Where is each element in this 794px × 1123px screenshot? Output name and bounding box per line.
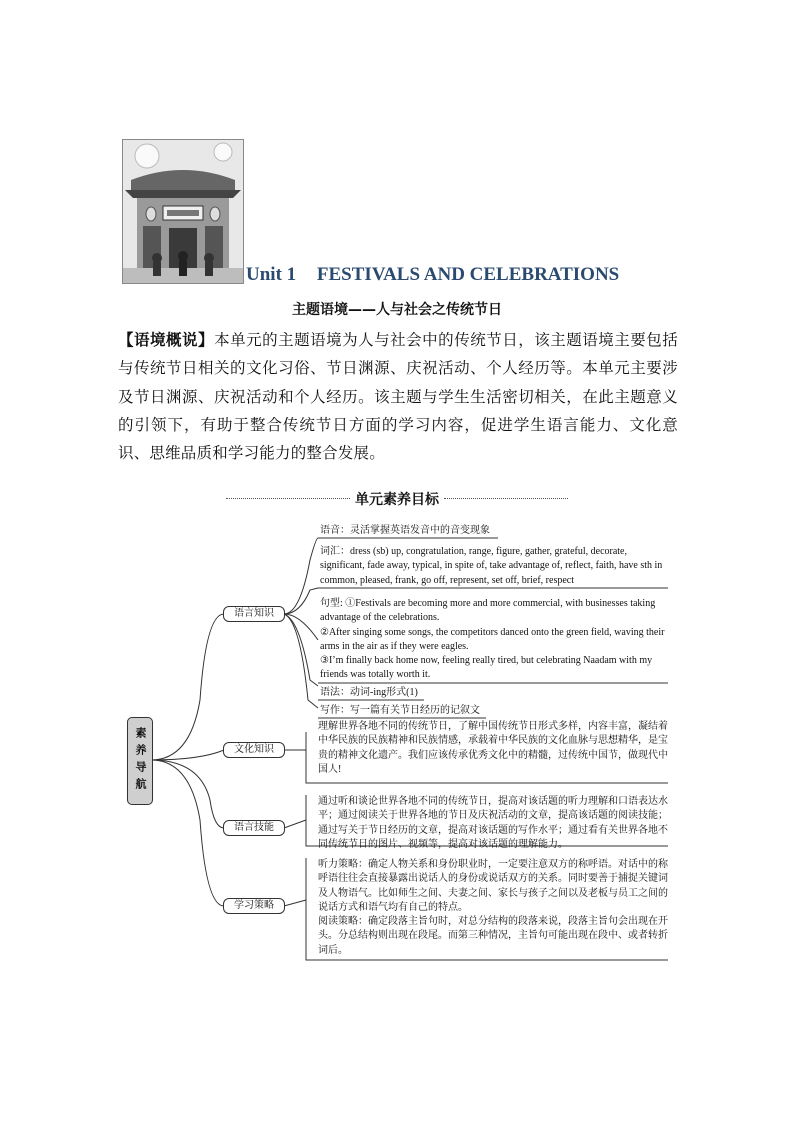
branch-culture-knowledge: 文化知识 bbox=[223, 742, 285, 758]
goals-title: 单元素养目标 bbox=[351, 492, 443, 508]
branch-learning-strategies: 学习策略 bbox=[223, 898, 285, 914]
unit-code: Unit 1 bbox=[246, 264, 297, 285]
overview-text: 本单元的主题语境为人与社会中的传统节日，该主题语境主要包括与传统节日相关的文化习俗、节日渊源、庆祝活动、个人经历等。本单元主要涉及节日渊源、庆祝活动和个人经历。该主题与学生生活密切相关，在此主题意义的引领下，有助于整合传统节日方面的学习内容，促进学生语言能力、文化意识、思维品质和学习能力的整合发展。 bbox=[118, 331, 678, 463]
unit-cover-illustration bbox=[122, 139, 244, 284]
unit-name: FESTIVALS AND CELEBRATIONS bbox=[316, 264, 620, 285]
item-writing: 写作：写一篇有关节日经历的记叙文 bbox=[320, 705, 480, 716]
item-pronunciation: 语音：灵活掌握英语发音中的音变现象 bbox=[320, 525, 490, 536]
festival-gate-illustration bbox=[123, 140, 243, 283]
theme-subtitle: 主题语境——人与社会之传统节日 bbox=[292, 302, 502, 318]
context-overview bbox=[118, 326, 678, 467]
unit-goals-header bbox=[226, 489, 568, 509]
unit-title bbox=[246, 264, 619, 286]
branch-language-knowledge: 语言知识 bbox=[223, 606, 285, 622]
item-vocabulary: 词汇：dress (sb) up, congratulation, range, figure, gather, grateful, decorate, significant, fade away, typical, in spite of, take advantage of, reflect, faith, have sth in common, pleased, frank, go off, represent, set off, brief, respect bbox=[320, 546, 663, 586]
item-strategies: 听力策略：确定人物关系和身份职业时，一定要注意双方的称呼语。对话中的称呼语往往会直接暴露出说话人的身份或说话双方的关系。同时要善于捕捉关键词及人物语气。比如师生之间、夫妻之间、家长与孩子之间以及老板与员工之间的说话方式和语气均有自己的特点。 阅读策略：确定段落主旨句时，对总分结构的段落来说，段落主旨句会出现在开头。分总结构则出现在段尾。而第三种情况，主旨句可能出现在段中、或者转折词后。 bbox=[318, 859, 668, 956]
item-culture: 理解世界各地不同的传统节日，了解中国传统节日形式多样，内容丰富，凝结着中华民族的民族精神和民族情感，承载着中华民族的文化血脉与思想精华，是宝贵的精神文化遗产。我们应该传承优秀文化中的精髓，过传统中国节，做现代中国人! bbox=[318, 721, 668, 775]
overview-label: 【语境概说】 bbox=[118, 331, 215, 349]
branch-language-skills: 语言技能 bbox=[223, 820, 285, 836]
item-skills: 通过听和谈论世界各地不同的传统节日，提高对该话题的听力理解和口语表达水平；通过阅读关于世界各地的节日及庆祝活动的文章，提高该话题的阅读技能；通过写关于节日经历的文章，提高对该话题的写作水平；通过看有关世界各地不同传统节日的图片、视频等，提高对该话题的理解能力。 bbox=[318, 796, 668, 850]
item-grammar: 语法：动词-ing形式(1) bbox=[320, 687, 418, 698]
mindmap-root: 素养导航 bbox=[127, 717, 153, 805]
item-sentence-patterns: 句型: ①Festivals are becoming more and more commercial, with businesses taking advantage of the celebrations. ②After singing some songs, the competitors danced onto the green field, waving their arms in the air as if they were eagles. ③I’m finally back home now, feeling really tired, but celebrating Naadam with my friends was totally worth it. bbox=[320, 598, 665, 681]
